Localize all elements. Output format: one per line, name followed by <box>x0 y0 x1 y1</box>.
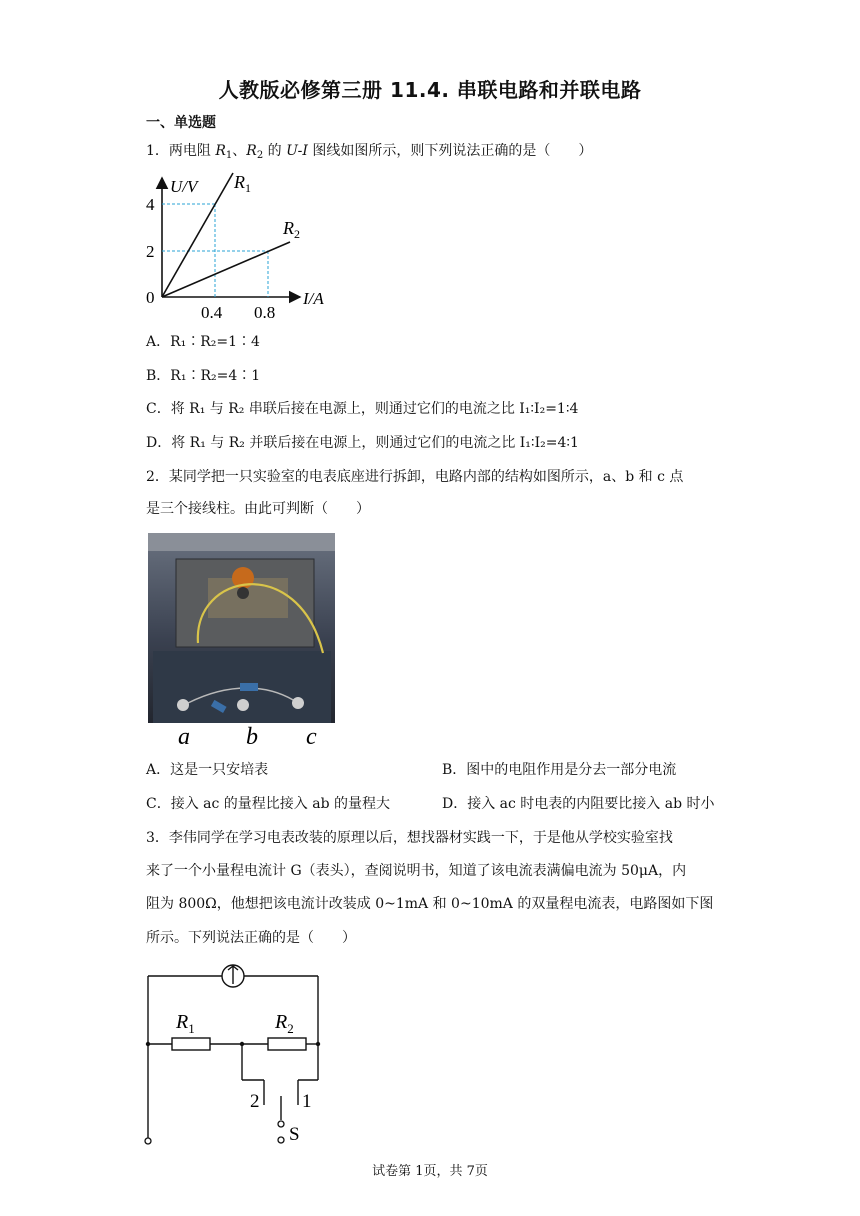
x-axis-label: I/A <box>303 289 324 308</box>
q3-stem-line2: 来了一个小量程电流计 G（表头），查阅说明书，知道了该电流表满偏电流为 50μA，内 <box>146 863 687 879</box>
q2-option-a[interactable]: A．这是一只安培表 <box>146 762 269 778</box>
page-title: 人教版必修第三册 11.4. 串联电路和并联电路 <box>218 78 642 102</box>
origin-label: 0 <box>146 288 155 307</box>
q1-option-a[interactable]: A．R₁∶R₂=1∶4 <box>146 334 260 350</box>
q3-stem-line1: 3．李伟同学在学习电表改装的原理以后，想找器材实践一下，于是他从学校实验室找 <box>146 830 673 846</box>
q2-option-c[interactable]: C．接入 ac 的量程比接入 ab 的量程大 <box>146 796 391 812</box>
q1-option-b[interactable]: B．R₁∶R₂=4∶1 <box>146 368 261 384</box>
terminal-2-label: 2 <box>250 1091 260 1112</box>
resistor-r1 <box>172 1038 210 1050</box>
label-b: b <box>246 724 258 747</box>
q1-stem: 1．两电阻 $R_1$、$R_2$ 的 U-I 图线如图所示，则下列说法正确的是（ ） <box>146 143 593 161</box>
q3-circuit-diagram <box>138 960 338 1152</box>
q1-ui-graph <box>140 168 340 324</box>
r2-label: $R_2$ <box>275 1011 294 1036</box>
line-r2 <box>162 242 290 297</box>
y-tick-4: 4 <box>146 195 155 214</box>
q2-option-d[interactable]: D．接入 ac 时电表的内阻要比接入 ab 时小 <box>442 796 715 812</box>
q3-stem-line3: 阻为 800Ω，他想把该电流计改装成 0~1mA 和 0~10mA 的双量程电流表，电路图如下图 <box>146 896 714 912</box>
terminal-1-label: 1 <box>302 1091 312 1112</box>
label-a: a <box>178 724 190 747</box>
section-heading: 一、单选题 <box>146 115 216 131</box>
resistor-r2 <box>268 1038 306 1050</box>
q1-option-d[interactable]: D．将 R₁ 与 R₂ 并联后接在电源上，则通过它们的电流之比 I₁∶I₂=4∶1 <box>146 435 579 451</box>
meter-interior-photo <box>148 533 335 747</box>
x-tick-04: 0.4 <box>201 303 223 322</box>
q2-stem-line2: 是三个接线柱。由此可判断（ ） <box>146 501 370 517</box>
r1-line-label: $R_1$ <box>234 172 251 195</box>
q2-option-b[interactable]: B．图中的电阻作用是分去一部分电流 <box>442 762 677 778</box>
label-c: c <box>306 724 317 747</box>
y-axis-label: U/V <box>170 177 198 196</box>
x-tick-08: 0.8 <box>254 303 276 322</box>
switch-label: S <box>289 1124 300 1145</box>
q3-stem-line4: 所示。下列说法正确的是（ ） <box>146 930 356 946</box>
q1-option-c[interactable]: C．将 R₁ 与 R₂ 串联后接在电源上，则通过它们的电流之比 I₁∶I₂=1∶4 <box>146 401 579 417</box>
r1-label: $R_1$ <box>176 1011 195 1036</box>
page-footer: 试卷第 1页，共 7页 <box>372 1164 488 1179</box>
q2-stem-line1: 2．某同学把一只实验室的电表底座进行拆卸，电路内部的结构如图所示，a、b 和 c 点 <box>146 469 684 485</box>
y-tick-2: 2 <box>146 242 155 261</box>
r2-line-label: $R_2$ <box>283 218 300 241</box>
